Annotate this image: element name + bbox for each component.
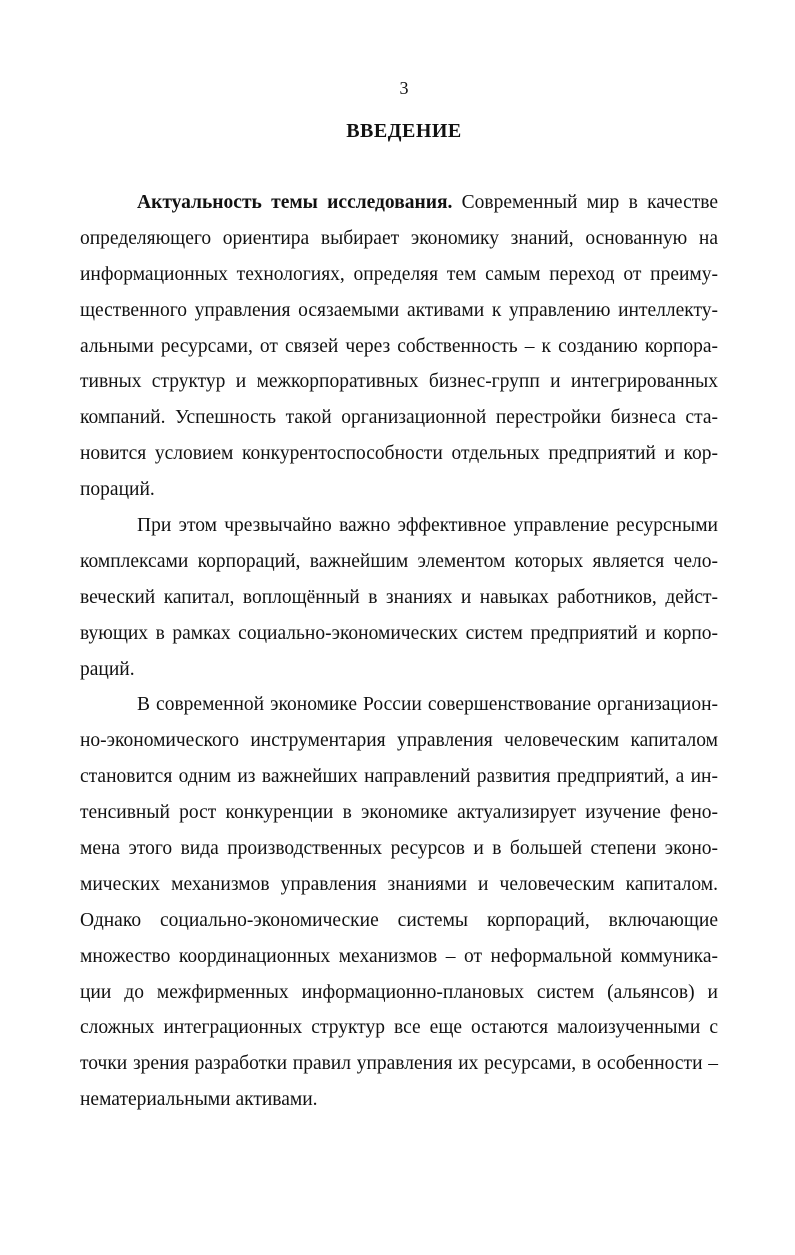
text-line [80,1010,718,1046]
line-text: компаний. Успешность такой организационной перестройки бизнеса ста- [80,407,718,429]
text-line [80,472,718,508]
line-text: раций. [80,658,135,680]
line-text: множество координационных механизмов – от неформальной коммуника- [80,945,718,967]
body-text [80,185,718,1118]
line-text: Однако социально-экономические системы корпораций, включающие [80,909,718,931]
line-text: В современной экономике России совершенствование организацион- [137,694,718,716]
text-line [80,221,718,257]
text-line [80,293,718,329]
line-text: вующих в рамках социально-экономических систем предприятий и корпо- [80,622,718,644]
text-line [80,508,718,544]
text-line [80,616,718,652]
text-line [80,975,718,1011]
text-line [80,364,718,400]
section-title: ВВЕДЕНИЕ [346,120,462,142]
line-text: При этом чрезвычайно важно эффективное управление ресурсными [137,515,718,537]
line-text: точки зрения разработки правил управления их ресурсами, в особенности – [80,1053,718,1075]
text-line [80,400,718,436]
line-text: мена этого вида производственных ресурсов и в большей степени эконо- [80,838,718,860]
line-text: но-экономического инструментария управления человеческим капиталом [80,730,718,752]
line-text: тенсивный рост конкуренции в экономике актуализирует изучение фено- [80,802,718,824]
text-line [80,1082,718,1118]
line-text: сложных интеграционных структур все еще остаются малоизученными с [80,1017,718,1039]
text-line [80,1046,718,1082]
text-line [80,544,718,580]
text-line [80,652,718,688]
line-text: информационных технологиях, определяя тем самым переход от преиму- [80,263,718,285]
line-text: пораций. [80,479,155,501]
lead-heading: Актуальность темы исследования. [137,192,453,213]
text-line [80,580,718,616]
text-line [80,903,718,939]
text-line [80,687,718,723]
text-line [80,939,718,975]
text-line [80,723,718,759]
line-text: новится условием конкурентоспособности отдельных предприятий и кор- [80,443,718,465]
line-text: нематериальными активами. [80,1089,318,1111]
line-text: определяющего ориентира выбирает экономику знаний, основанную на [80,227,718,249]
line-text: веческий капитал, воплощённый в знаниях и навыках работников, дейст- [80,586,718,608]
line-text: тивных структур и межкорпоративных бизнес-групп и интегрированных [80,371,718,393]
line-text: альными ресурсами, от связей через собственность – к созданию корпора- [80,335,718,357]
text-line [80,795,718,831]
text-line [80,831,718,867]
line-text: ции до межфирменных информационно-плановых систем (альянсов) и [80,981,718,1003]
text-line [80,436,718,472]
text-line [80,329,718,365]
text-line [80,257,718,293]
line-text: мических механизмов управления знаниями и человеческим капиталом. [80,873,718,895]
text-line [80,759,718,795]
line-text: щественного управления осязаемыми активами к управлению интеллекту- [80,299,718,321]
text-line [80,185,718,221]
line-text: Современный мир в качестве [452,192,719,213]
page-number: 3 [399,78,409,98]
line-text: комплексами корпораций, важнейшим элементом которых является чело- [80,550,718,572]
text-line [80,867,718,903]
line-text: становится одним из важнейших направлений развития предприятий, а ин- [80,766,718,788]
